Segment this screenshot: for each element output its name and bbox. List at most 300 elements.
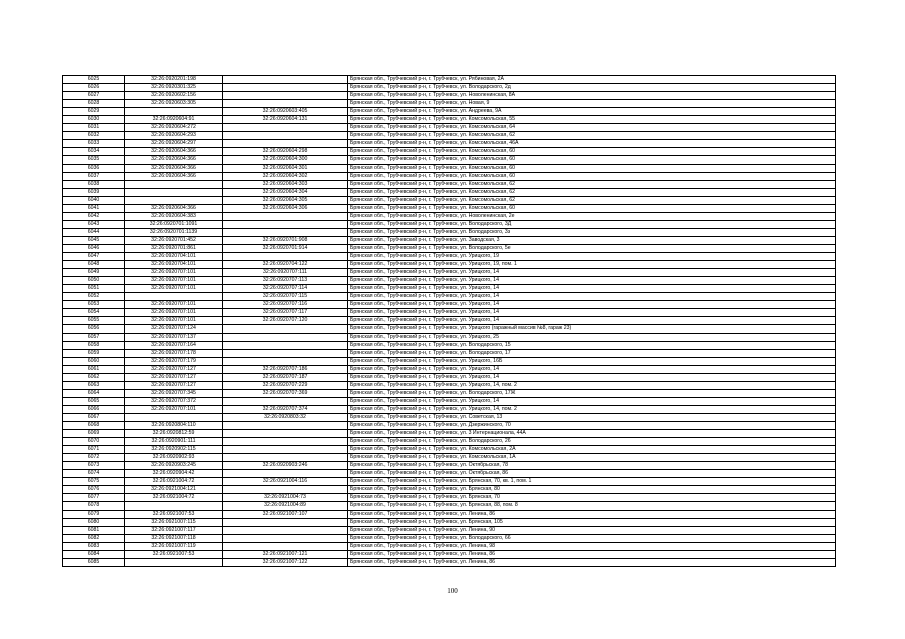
row-number-cell: 6055 bbox=[63, 317, 125, 325]
cadastral-number-cell bbox=[125, 558, 223, 566]
cadastral-number-cell: 32:26:0921007:117 bbox=[125, 526, 223, 534]
object-cadastral-number-cell: 32:26:0920603:405 bbox=[223, 108, 348, 116]
address-cell: Брянская обл., Трубчевский р-н, г. Трубчевск, ул. Урицкого, 14 bbox=[348, 293, 836, 301]
object-cadastral-number-cell: 32:26:0920701:908 bbox=[223, 236, 348, 244]
table-row bbox=[63, 558, 836, 566]
table-row bbox=[63, 261, 836, 269]
object-cadastral-number-cell bbox=[223, 518, 348, 526]
address-cell: Брянская обл., Трубчевский р-н, г. Трубчевск, ул. Комсомольская, 2А bbox=[348, 446, 836, 454]
address-cell: Брянская обл., Трубчевский р-н, г. Трубчевск, ул. Урицкого, 25 bbox=[348, 333, 836, 341]
row-number-cell: 6081 bbox=[63, 526, 125, 534]
object-cadastral-number-cell bbox=[223, 140, 348, 148]
table-row bbox=[63, 196, 836, 204]
table-row bbox=[63, 164, 836, 172]
table-row bbox=[63, 430, 836, 438]
object-cadastral-number-cell: 32:26:0921007:107 bbox=[223, 510, 348, 518]
object-cadastral-number-cell bbox=[223, 341, 348, 349]
row-number-cell: 6036 bbox=[63, 164, 125, 172]
row-number-cell: 6051 bbox=[63, 285, 125, 293]
object-cadastral-number-cell: 32:26:0920707:117 bbox=[223, 309, 348, 317]
address-cell: Брянская обл., Трубчевский р-н, г. Трубчевск, ул. Урицкого, 14 bbox=[348, 301, 836, 309]
table-row bbox=[63, 397, 836, 405]
cadastral-number-cell: 32:26:0920604:293 bbox=[125, 132, 223, 140]
address-cell: Брянская обл., Трубчевский р-н, г. Трубчевск, ул. Новоленинская, 2е bbox=[348, 212, 836, 220]
object-cadastral-number-cell: 32:26:0920903:246 bbox=[223, 462, 348, 470]
address-cell: Брянская обл., Трубчевский р-н, г. Трубчевск, ул. Новоленинская, 8А bbox=[348, 92, 836, 100]
address-cell: Брянская обл., Трубчевский р-н, г. Трубчевск, ул. Андреева, 9А bbox=[348, 108, 836, 116]
address-cell: Брянская обл., Трубчевский р-н, г. Трубчевск, ул. 3 Интернационала, 44А bbox=[348, 430, 836, 438]
object-cadastral-number-cell bbox=[223, 325, 348, 333]
address-cell: Брянская обл., Трубчевский р-н, г. Трубчевск, ул. Володарского, 3Д bbox=[348, 220, 836, 228]
table-row bbox=[63, 92, 836, 100]
address-cell: Брянская обл., Трубчевский р-н, г. Трубчевск, ул. Брянская, 70 bbox=[348, 494, 836, 502]
cadastral-number-cell: 32:26:0920707:178 bbox=[125, 349, 223, 357]
table-row bbox=[63, 486, 836, 494]
object-cadastral-number-cell: 32:26:0920803:32 bbox=[223, 413, 348, 421]
table-row bbox=[63, 285, 836, 293]
address-cell: Брянская обл., Трубчевский р-н, г. Трубчевск, ул. Урицкого, 14 bbox=[348, 317, 836, 325]
address-cell: Брянская обл., Трубчевский р-н, г. Трубчевск, ул. Заводская, 3 bbox=[348, 236, 836, 244]
object-cadastral-number-cell: 32:26:0920604:305 bbox=[223, 196, 348, 204]
cadastral-number-cell: 32:26:0920707:179 bbox=[125, 357, 223, 365]
object-cadastral-number-cell bbox=[223, 357, 348, 365]
cadastral-number-cell: 32:26:0920902:115 bbox=[125, 446, 223, 454]
cadastral-number-cell: 32:26:0920704:101 bbox=[125, 253, 223, 261]
cadastral-number-cell bbox=[125, 188, 223, 196]
cadastral-number-cell: 32:26:0920707:164 bbox=[125, 341, 223, 349]
cadastral-number-cell: 32:26:0921007:118 bbox=[125, 534, 223, 542]
table-row bbox=[63, 253, 836, 261]
row-number-cell: 6049 bbox=[63, 269, 125, 277]
row-number-cell: 6059 bbox=[63, 349, 125, 357]
row-number-cell: 6032 bbox=[63, 132, 125, 140]
cadastral-number-cell: 32:26:0920701:861 bbox=[125, 244, 223, 252]
object-cadastral-number-cell: 32:26:0920707:120 bbox=[223, 317, 348, 325]
cadastral-number-cell: 32:26:0920704:101 bbox=[125, 261, 223, 269]
address-cell: Брянская обл., Трубчевский р-н, г. Трубчевск, ул. Комсомольская, 62 bbox=[348, 188, 836, 196]
address-cell: Брянская обл., Трубчевский р-н, г. Трубчевск, ул. Урицкого, 14 bbox=[348, 373, 836, 381]
table-row bbox=[63, 172, 836, 180]
row-number-cell: 6068 bbox=[63, 422, 125, 430]
row-number-cell: 6082 bbox=[63, 534, 125, 542]
table-row bbox=[63, 180, 836, 188]
cadastral-number-cell: 32:26:0921004:72 bbox=[125, 494, 223, 502]
object-cadastral-number-cell: 32:26:0920707:187 bbox=[223, 373, 348, 381]
address-cell: Брянская обл., Трубчевский р-н, г. Трубчевск, ул. Володарского, 26 bbox=[348, 438, 836, 446]
cadastral-number-cell: 32:26:0921007:115 bbox=[125, 518, 223, 526]
table-row bbox=[63, 413, 836, 421]
row-number-cell: 6035 bbox=[63, 156, 125, 164]
cadastral-number-cell: 32:26:0921007:119 bbox=[125, 542, 223, 550]
table-row bbox=[63, 228, 836, 236]
cadastral-number-cell: 32:26:0920707:345 bbox=[125, 389, 223, 397]
table-row bbox=[63, 373, 836, 381]
address-cell: Брянская обл., Трубчевский р-н, г. Трубчевск, ул. Урицкого, 19, пом. 1 bbox=[348, 261, 836, 269]
object-cadastral-number-cell bbox=[223, 470, 348, 478]
table-row bbox=[63, 188, 836, 196]
cadastral-number-cell: 32:26:0920701:1091 bbox=[125, 220, 223, 228]
table-row bbox=[63, 309, 836, 317]
object-cadastral-number-cell: 32:26:0920704:122 bbox=[223, 261, 348, 269]
table-row bbox=[63, 349, 836, 357]
object-cadastral-number-cell: 32:26:0920604:298 bbox=[223, 148, 348, 156]
cadastral-number-cell: 32:26:0920902:93 bbox=[125, 454, 223, 462]
row-number-cell: 6065 bbox=[63, 397, 125, 405]
row-number-cell: 6027 bbox=[63, 92, 125, 100]
registry-table-body bbox=[63, 76, 836, 567]
address-cell: Брянская обл., Трубчевский р-н, г. Трубчевск, ул. Комсомольская, 60 bbox=[348, 148, 836, 156]
row-number-cell: 6033 bbox=[63, 140, 125, 148]
row-number-cell: 6077 bbox=[63, 494, 125, 502]
address-cell: Брянская обл., Трубчевский р-н, г. Трубчевск, ул. Володарского, 2д bbox=[348, 84, 836, 92]
row-number-cell: 6037 bbox=[63, 172, 125, 180]
cadastral-number-cell: 32:26:0921004:121 bbox=[125, 486, 223, 494]
address-cell: Брянская обл., Трубчевский р-н, г. Трубчевск, ул. Новая, 9 bbox=[348, 100, 836, 108]
address-cell: Брянская обл., Трубчевский р-н, г. Трубчевск, ул. Комсомольская, 1А bbox=[348, 454, 836, 462]
table-row bbox=[63, 293, 836, 301]
table-row bbox=[63, 470, 836, 478]
cadastral-number-cell: 32:26:0920901:111 bbox=[125, 438, 223, 446]
cadastral-number-cell: 32:26:0920604:383 bbox=[125, 212, 223, 220]
cadastral-number-cell: 32:26:0920707:101 bbox=[125, 309, 223, 317]
table-row bbox=[63, 502, 836, 510]
table-row bbox=[63, 317, 836, 325]
object-cadastral-number-cell bbox=[223, 132, 348, 140]
cadastral-number-cell: 32:26:0920707:101 bbox=[125, 317, 223, 325]
cadastral-number-cell: 32:26:0920812:59 bbox=[125, 430, 223, 438]
object-cadastral-number-cell bbox=[223, 446, 348, 454]
object-cadastral-number-cell: 32:26:0920604:131 bbox=[223, 116, 348, 124]
object-cadastral-number-cell bbox=[223, 100, 348, 108]
row-number-cell: 6070 bbox=[63, 438, 125, 446]
table-row bbox=[63, 156, 836, 164]
cadastral-number-cell bbox=[125, 196, 223, 204]
table-row bbox=[63, 204, 836, 212]
object-cadastral-number-cell bbox=[223, 84, 348, 92]
address-cell: Брянская обл., Трубчевский р-н, г. Трубчевск, ул. Октябрьская, 86 bbox=[348, 470, 836, 478]
cadastral-number-cell: 32:26:0920904:42 bbox=[125, 470, 223, 478]
address-cell: Брянская обл., Трубчевский р-н, г. Трубчевск, ул. Володарского, 3з bbox=[348, 228, 836, 236]
address-cell: Брянская обл., Трубчевский р-н, г. Трубчевск, ул. Ленина, 86 bbox=[348, 550, 836, 558]
cadastral-number-cell: 32:26:0920604:366 bbox=[125, 164, 223, 172]
object-cadastral-number-cell: 32:26:0920707:229 bbox=[223, 381, 348, 389]
row-number-cell: 6067 bbox=[63, 413, 125, 421]
table-row bbox=[63, 148, 836, 156]
address-cell: Брянская обл., Трубчевский р-н, г. Трубчевск, ул. Урицкого, 14 bbox=[348, 309, 836, 317]
cadastral-number-cell: 32:26:0920707:101 bbox=[125, 285, 223, 293]
cadastral-number-cell: 32:26:0920604:366 bbox=[125, 172, 223, 180]
cadastral-number-cell: 32:26:0920201:198 bbox=[125, 76, 223, 84]
cadastral-number-cell: 32:26:0920701:1139 bbox=[125, 228, 223, 236]
object-cadastral-number-cell: 32:26:0921004:116 bbox=[223, 478, 348, 486]
table-row bbox=[63, 244, 836, 252]
object-cadastral-number-cell: 32:26:0920707:116 bbox=[223, 301, 348, 309]
cadastral-number-cell bbox=[125, 502, 223, 510]
cadastral-number-cell: 32:26:0920707:372 bbox=[125, 397, 223, 405]
cadastral-number-cell: 32:26:0920604:366 bbox=[125, 204, 223, 212]
table-row bbox=[63, 494, 836, 502]
cadastral-number-cell bbox=[125, 413, 223, 421]
object-cadastral-number-cell: 32:26:0920707:186 bbox=[223, 365, 348, 373]
object-cadastral-number-cell: 32:26:0920604:302 bbox=[223, 172, 348, 180]
address-cell: Брянская обл., Трубчевский р-н, г. Трубчевск, ул. Комсомольская, 62 bbox=[348, 132, 836, 140]
table-row bbox=[63, 341, 836, 349]
cadastral-number-cell: 32:26:0920707:101 bbox=[125, 405, 223, 413]
cadastral-number-cell: 32:26:0920604:272 bbox=[125, 124, 223, 132]
cadastral-number-cell: 32:26:0920604:366 bbox=[125, 156, 223, 164]
row-number-cell: 6078 bbox=[63, 502, 125, 510]
row-number-cell: 6044 bbox=[63, 228, 125, 236]
row-number-cell: 6048 bbox=[63, 261, 125, 269]
cadastral-number-cell bbox=[125, 180, 223, 188]
row-number-cell: 6052 bbox=[63, 293, 125, 301]
row-number-cell: 6057 bbox=[63, 333, 125, 341]
row-number-cell: 6073 bbox=[63, 462, 125, 470]
object-cadastral-number-cell: 32:26:0921004:73 bbox=[223, 494, 348, 502]
cadastral-number-cell: 32:26:0920707:137 bbox=[125, 333, 223, 341]
address-cell: Брянская обл., Трубчевский р-н, г. Трубчевск, ул. Брянская, 88, пом. 8 bbox=[348, 502, 836, 510]
table-row bbox=[63, 108, 836, 116]
object-cadastral-number-cell: 32:26:0920701:914 bbox=[223, 244, 348, 252]
row-number-cell: 6058 bbox=[63, 341, 125, 349]
object-cadastral-number-cell bbox=[223, 454, 348, 462]
cadastral-number-cell: 32:26:0920804:110 bbox=[125, 422, 223, 430]
address-cell: Брянская обл., Трубчевский р-н, г. Трубчевск, ул. Урицкого, 16Б bbox=[348, 357, 836, 365]
table-row bbox=[63, 277, 836, 285]
table-row bbox=[63, 124, 836, 132]
row-number-cell: 6046 bbox=[63, 244, 125, 252]
row-number-cell: 6030 bbox=[63, 116, 125, 124]
table-row bbox=[63, 534, 836, 542]
object-cadastral-number-cell: 32:26:0920707:111 bbox=[223, 269, 348, 277]
cadastral-number-cell: 32:26:0921007:53 bbox=[125, 510, 223, 518]
cadastral-number-cell bbox=[125, 108, 223, 116]
table-row bbox=[63, 132, 836, 140]
table-row bbox=[63, 212, 836, 220]
row-number-cell: 6062 bbox=[63, 373, 125, 381]
address-cell: Брянская обл., Трубчевский р-н, г. Трубчевск, ул. Рябиновая, 2А bbox=[348, 76, 836, 84]
table-row bbox=[63, 454, 836, 462]
row-number-cell: 6079 bbox=[63, 510, 125, 518]
object-cadastral-number-cell bbox=[223, 228, 348, 236]
table-row bbox=[63, 325, 836, 333]
table-row bbox=[63, 301, 836, 309]
table-row bbox=[63, 462, 836, 470]
object-cadastral-number-cell: 32:26:0920707:374 bbox=[223, 405, 348, 413]
row-number-cell: 6034 bbox=[63, 148, 125, 156]
address-cell: Брянская обл., Трубчевский р-н, г. Трубчевск, ул. Брянская, 80 bbox=[348, 486, 836, 494]
row-number-cell: 6064 bbox=[63, 389, 125, 397]
row-number-cell: 6056 bbox=[63, 325, 125, 333]
cadastral-number-cell: 32:26:0920707:101 bbox=[125, 301, 223, 309]
page-number: 100 bbox=[447, 587, 458, 595]
row-number-cell: 6050 bbox=[63, 277, 125, 285]
address-cell: Брянская обл., Трубчевский р-н, г. Трубчевск, ул. Урицкого, 19 bbox=[348, 253, 836, 261]
object-cadastral-number-cell: 32:26:0920707:369 bbox=[223, 389, 348, 397]
row-number-cell: 6029 bbox=[63, 108, 125, 116]
table-row bbox=[63, 405, 836, 413]
address-cell: Брянская обл., Трубчевский р-н, г. Трубчевск, ул. Комсомольская, 62 bbox=[348, 196, 836, 204]
cadastral-number-cell: 32:26:0920707:127 bbox=[125, 381, 223, 389]
row-number-cell: 6085 bbox=[63, 558, 125, 566]
object-cadastral-number-cell: 32:26:0920707:115 bbox=[223, 293, 348, 301]
row-number-cell: 6069 bbox=[63, 430, 125, 438]
object-cadastral-number-cell bbox=[223, 397, 348, 405]
address-cell: Брянская обл., Трубчевский р-н, г. Трубчевск, ул. Ленина, 86 bbox=[348, 510, 836, 518]
cadastral-number-cell: 32:26:0920603:305 bbox=[125, 100, 223, 108]
address-cell: Брянская обл., Трубчевский р-н, г. Трубчевск, ул. Урицкого, 14 bbox=[348, 365, 836, 373]
object-cadastral-number-cell bbox=[223, 534, 348, 542]
object-cadastral-number-cell bbox=[223, 220, 348, 228]
cadastral-number-cell: 32:26:0920604:366 bbox=[125, 148, 223, 156]
cadastral-number-cell: 32:26:0920707:101 bbox=[125, 277, 223, 285]
address-cell: Брянская обл., Трубчевский р-н, г. Трубчевск, ул. Урицкого, 14 bbox=[348, 285, 836, 293]
object-cadastral-number-cell: 32:26:0920707:114 bbox=[223, 285, 348, 293]
table-row bbox=[63, 438, 836, 446]
object-cadastral-number-cell bbox=[223, 430, 348, 438]
cadastral-number-cell: 32:26:0920602:156 bbox=[125, 92, 223, 100]
cadastral-number-cell: 32:26:0920707:124 bbox=[125, 325, 223, 333]
object-cadastral-number-cell: 32:26:0920604:300 bbox=[223, 156, 348, 164]
row-number-cell: 6042 bbox=[63, 212, 125, 220]
cadastral-number-cell: 32:26:0920301:325 bbox=[125, 84, 223, 92]
address-cell: Брянская обл., Трубчевский р-н, г. Трубчевск, ул. Брянская, 70, кв. 1, пом. 1 bbox=[348, 478, 836, 486]
object-cadastral-number-cell bbox=[223, 526, 348, 534]
table-row bbox=[63, 510, 836, 518]
object-cadastral-number-cell: 32:26:0920707:113 bbox=[223, 277, 348, 285]
row-number-cell: 6047 bbox=[63, 253, 125, 261]
row-number-cell: 6074 bbox=[63, 470, 125, 478]
object-cadastral-number-cell: 32:26:0920604:303 bbox=[223, 180, 348, 188]
address-cell: Брянская обл., Трубчевский р-н, г. Трубчевск, ул. Урицкого, 14 bbox=[348, 397, 836, 405]
object-cadastral-number-cell bbox=[223, 212, 348, 220]
address-cell: Брянская обл., Трубчевский р-н, г. Трубчевск, ул. Советская, 13 bbox=[348, 413, 836, 421]
row-number-cell: 6076 bbox=[63, 486, 125, 494]
address-cell: Брянская обл., Трубчевский р-н, г. Трубчевск, ул. Комсомольская, 46А bbox=[348, 140, 836, 148]
table-row bbox=[63, 389, 836, 397]
row-number-cell: 6028 bbox=[63, 100, 125, 108]
row-number-cell: 6080 bbox=[63, 518, 125, 526]
row-number-cell: 6084 bbox=[63, 550, 125, 558]
table-row bbox=[63, 357, 836, 365]
object-cadastral-number-cell bbox=[223, 92, 348, 100]
address-cell: Брянская обл., Трубчевский р-н, г. Трубчевск, ул. Володарского, 5е bbox=[348, 244, 836, 252]
cadastral-number-cell: 32:26:0920707:127 bbox=[125, 373, 223, 381]
object-cadastral-number-cell bbox=[223, 542, 348, 550]
table-row bbox=[63, 422, 836, 430]
table-row bbox=[63, 116, 836, 124]
table-row bbox=[63, 333, 836, 341]
address-cell: Брянская обл., Трубчевский р-н, г. Трубчевск, ул. Урицкого, 14 bbox=[348, 277, 836, 285]
address-cell: Брянская обл., Трубчевский р-н, г. Трубчевск, ул. Комсомольская, 60 bbox=[348, 156, 836, 164]
row-number-cell: 6071 bbox=[63, 446, 125, 454]
object-cadastral-number-cell bbox=[223, 124, 348, 132]
object-cadastral-number-cell: 32:26:0920604:304 bbox=[223, 188, 348, 196]
row-number-cell: 6026 bbox=[63, 84, 125, 92]
object-cadastral-number-cell: 32:26:0921004:89 bbox=[223, 502, 348, 510]
row-number-cell: 6054 bbox=[63, 309, 125, 317]
address-cell: Брянская обл., Трубчевский р-н, г. Трубчевск, ул. Володарского, 15 bbox=[348, 341, 836, 349]
address-cell: Брянская обл., Трубчевский р-н, г. Трубчевск, ул. Володарского, 66 bbox=[348, 534, 836, 542]
object-cadastral-number-cell bbox=[223, 486, 348, 494]
table-row bbox=[63, 365, 836, 373]
object-cadastral-number-cell bbox=[223, 253, 348, 261]
row-number-cell: 6039 bbox=[63, 188, 125, 196]
row-number-cell: 6075 bbox=[63, 478, 125, 486]
object-cadastral-number-cell: 32:26:0920604:301 bbox=[223, 164, 348, 172]
table-row bbox=[63, 100, 836, 108]
object-cadastral-number-cell bbox=[223, 438, 348, 446]
table-row bbox=[63, 446, 836, 454]
row-number-cell: 6066 bbox=[63, 405, 125, 413]
address-cell: Брянская обл., Трубчевский р-н, г. Трубчевск, ул. Комсомольская, 55 bbox=[348, 116, 836, 124]
address-cell: Брянская обл., Трубчевский р-н, г. Трубчевск, ул. Брянская, 105 bbox=[348, 518, 836, 526]
row-number-cell: 6083 bbox=[63, 542, 125, 550]
object-cadastral-number-cell bbox=[223, 333, 348, 341]
table-row bbox=[63, 550, 836, 558]
row-number-cell: 6045 bbox=[63, 236, 125, 244]
address-cell: Брянская обл., Трубчевский р-н, г. Трубчевск, ул. Комсомольская, 60 bbox=[348, 172, 836, 180]
object-cadastral-number-cell: 32:26:0921007:121 bbox=[223, 550, 348, 558]
address-cell: Брянская обл., Трубчевский р-н, г. Трубчевск, ул. Октябрьская, 78 bbox=[348, 462, 836, 470]
row-number-cell: 6053 bbox=[63, 301, 125, 309]
row-number-cell: 6025 bbox=[63, 76, 125, 84]
table-row bbox=[63, 478, 836, 486]
address-cell: Брянская обл., Трубчевский р-н, г. Трубчевск, ул. Урицкого, 14 bbox=[348, 269, 836, 277]
cadastral-number-cell: 32:26:0920707:127 bbox=[125, 365, 223, 373]
row-number-cell: 6043 bbox=[63, 220, 125, 228]
row-number-cell: 6041 bbox=[63, 204, 125, 212]
table-row bbox=[63, 381, 836, 389]
row-number-cell: 6038 bbox=[63, 180, 125, 188]
cadastral-number-cell: 32:26:0921007:53 bbox=[125, 550, 223, 558]
address-cell: Брянская обл., Трубчевский р-н, г. Трубчевск, ул. Ленина, 86 bbox=[348, 558, 836, 566]
row-number-cell: 6040 bbox=[63, 196, 125, 204]
cadastral-number-cell: 32:26:0920903:245 bbox=[125, 462, 223, 470]
table-row bbox=[63, 140, 836, 148]
table-row bbox=[63, 220, 836, 228]
table-row bbox=[63, 526, 836, 534]
row-number-cell: 6061 bbox=[63, 365, 125, 373]
object-cadastral-number-cell bbox=[223, 76, 348, 84]
object-cadastral-number-cell: 32:26:0921007:122 bbox=[223, 558, 348, 566]
table-row bbox=[63, 236, 836, 244]
registry-table bbox=[62, 75, 836, 567]
row-number-cell: 6060 bbox=[63, 357, 125, 365]
cadastral-number-cell: 32:26:0921004:72 bbox=[125, 478, 223, 486]
address-cell: Брянская обл., Трубчевский р-н, г. Трубчевск, ул. Урицкого (гаражный массив №8, гараж 23) bbox=[348, 325, 836, 333]
address-cell: Брянская обл., Трубчевский р-н, г. Трубчевск, ул. Комсомольская, 64 bbox=[348, 124, 836, 132]
cadastral-number-cell: 32:26:0920604:91 bbox=[125, 116, 223, 124]
table-row bbox=[63, 542, 836, 550]
table-row bbox=[63, 518, 836, 526]
table-row bbox=[63, 269, 836, 277]
row-number-cell: 6072 bbox=[63, 454, 125, 462]
cadastral-number-cell bbox=[125, 293, 223, 301]
table-row bbox=[63, 76, 836, 84]
row-number-cell: 6063 bbox=[63, 381, 125, 389]
cadastral-number-cell: 32:26:0920604:297 bbox=[125, 140, 223, 148]
address-cell: Брянская обл., Трубчевский р-н, г. Трубчевск, ул. Дзержинского, 70 bbox=[348, 422, 836, 430]
cadastral-number-cell: 32:26:0920707:101 bbox=[125, 269, 223, 277]
object-cadastral-number-cell bbox=[223, 422, 348, 430]
address-cell: Брянская обл., Трубчевский р-н, г. Трубчевск, ул. Володарского, 17Ж bbox=[348, 389, 836, 397]
address-cell: Брянская обл., Трубчевский р-н, г. Трубчевск, ул. Ленина, 90 bbox=[348, 526, 836, 534]
table-row bbox=[63, 84, 836, 92]
address-cell: Брянская обл., Трубчевский р-н, г. Трубчевск, ул. Володарского, 17 bbox=[348, 349, 836, 357]
address-cell: Брянская обл., Трубчевский р-н, г. Трубчевск, ул. Комсомольская, 62 bbox=[348, 180, 836, 188]
cadastral-number-cell: 32:26:0920701:452 bbox=[125, 236, 223, 244]
